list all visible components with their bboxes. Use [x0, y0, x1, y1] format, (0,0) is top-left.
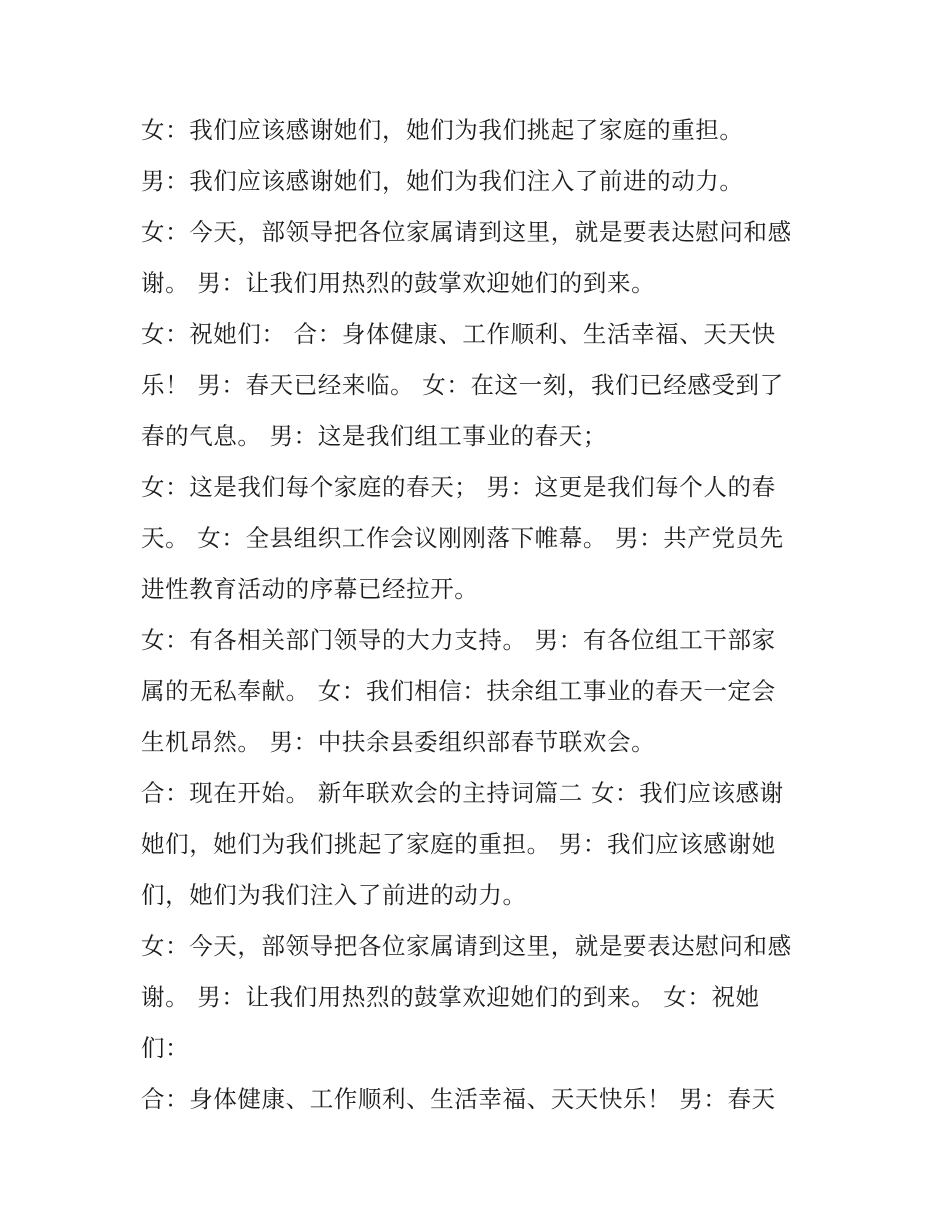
text-line: 谢。 男：让我们用热烈的鼓掌欢迎她们的到来。: [141, 269, 656, 297]
text-line: 女：这是我们每个家庭的春天； 男：这更是我们每个人的春: [141, 473, 776, 501]
text-line: 生机昂然。 男：中扶余县委组织部春节联欢会。: [141, 728, 656, 756]
text-line: 女：今天，部领导把各位家属请到这里，就是要表达慰问和感: [141, 932, 792, 960]
text-line: 春的气息。 男：这是我们组工事业的春天；: [141, 422, 607, 450]
text-line: 女：祝她们： 合：身体健康、工作顺利、生活幸福、天天快: [141, 320, 776, 348]
text-line: 们，她们为我们注入了前进的动力。: [141, 881, 527, 909]
text-line: 她们，她们为我们挑起了家庭的重担。 男：我们应该感谢她: [141, 830, 776, 858]
text-line: 合：现在开始。 新年联欢会的主持词篇二 女：我们应该感谢: [141, 779, 784, 807]
text-line: 女：有各相关部门领导的大力支持。 男：有各位组工干部家: [141, 626, 776, 654]
text-line: 合：身体健康、工作顺利、生活幸福、天天快乐！ 男：春天: [141, 1085, 776, 1113]
text-line: 属的无私奉献。 女：我们相信：扶余组工事业的春天一定会: [141, 677, 776, 705]
text-line: 女：我们应该感谢她们，她们为我们挑起了家庭的重担。: [141, 116, 744, 144]
text-line: 女：今天，部领导把各位家属请到这里，就是要表达慰问和感: [141, 218, 792, 246]
text-line: 们：: [141, 1034, 190, 1062]
text-line: 天。 女：全县组织工作会议刚刚落下帷幕。 男：共产党员先: [141, 524, 784, 552]
text-line: 进性教育活动的序幕已经拉开。: [141, 575, 479, 603]
document-body: [141, 110, 831, 1130]
text-line: 乐！ 男：春天已经来临。 女：在这一刻，我们已经感受到了: [141, 371, 784, 399]
text-line: 谢。 男：让我们用热烈的鼓掌欢迎她们的到来。 女：祝她: [141, 983, 760, 1011]
text-line: 男：我们应该感谢她们，她们为我们注入了前进的动力。: [141, 167, 744, 195]
